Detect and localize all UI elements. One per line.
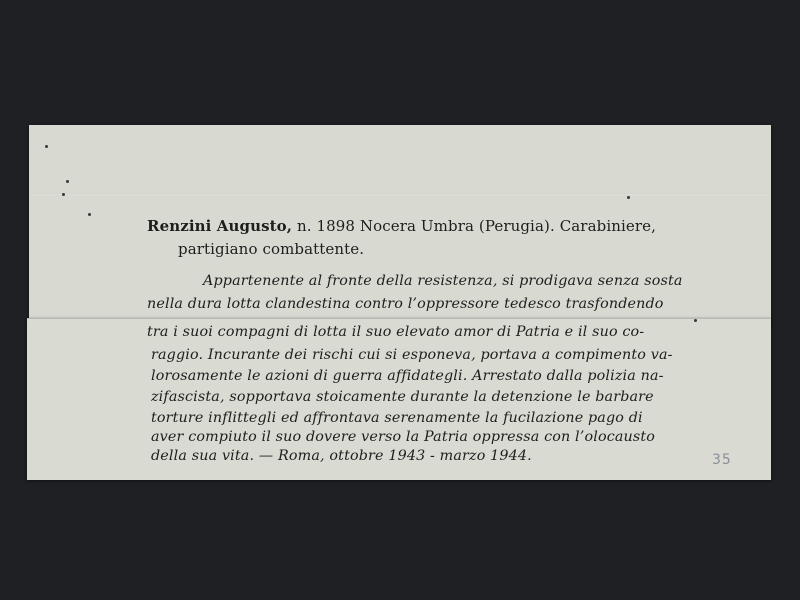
paper-speck xyxy=(88,213,91,216)
motivation-line: della sua vita. — Roma, ottobre 1943 - marzo 1944. xyxy=(151,448,532,464)
motivation-line: tra i suoi compagni di lotta il suo elevato amor di Patria e il suo co- xyxy=(147,324,645,340)
paper-speck xyxy=(627,196,630,199)
paper-cut-edge xyxy=(27,318,771,319)
paper-speck xyxy=(66,180,69,183)
motivation-line: Appartenente al fronte della resistenza, si prodigava senza sosta xyxy=(203,273,683,289)
motivation-line: nella dura lotta clandestina contro l’oppressore tedesco trasfondendo xyxy=(147,296,664,312)
entry-heading-line2: partigiano combattente. xyxy=(178,240,365,258)
paper-speck xyxy=(694,319,697,322)
motivation-line: zifascista, sopportava stoicamente durante la detenzione le barbare xyxy=(151,389,654,405)
motivation-line: torture inflittegli ed affrontava serenamente la fucilazione pago di xyxy=(151,410,643,426)
paper-fold-line xyxy=(29,193,771,195)
heading-details: n. 1898 Nocera Umbra (Perugia). Carabiniere, xyxy=(292,217,656,235)
motivation-line: lorosamente le azioni di guerra affidategli. Arrestato dalla polizia na- xyxy=(151,368,664,384)
handwritten-page-number: 35 xyxy=(712,452,732,468)
motivation-line: raggio. Incurante dei rischi cui si esponeva, portava a compimento va- xyxy=(151,347,673,363)
motivation-line: aver compiuto il suo dovere verso la Patria oppressa con l’olocausto xyxy=(151,429,656,445)
paper-speck xyxy=(62,193,65,196)
paper-speck xyxy=(45,145,48,148)
person-name: Renzini Augusto, xyxy=(147,217,293,235)
entry-heading xyxy=(147,217,656,235)
